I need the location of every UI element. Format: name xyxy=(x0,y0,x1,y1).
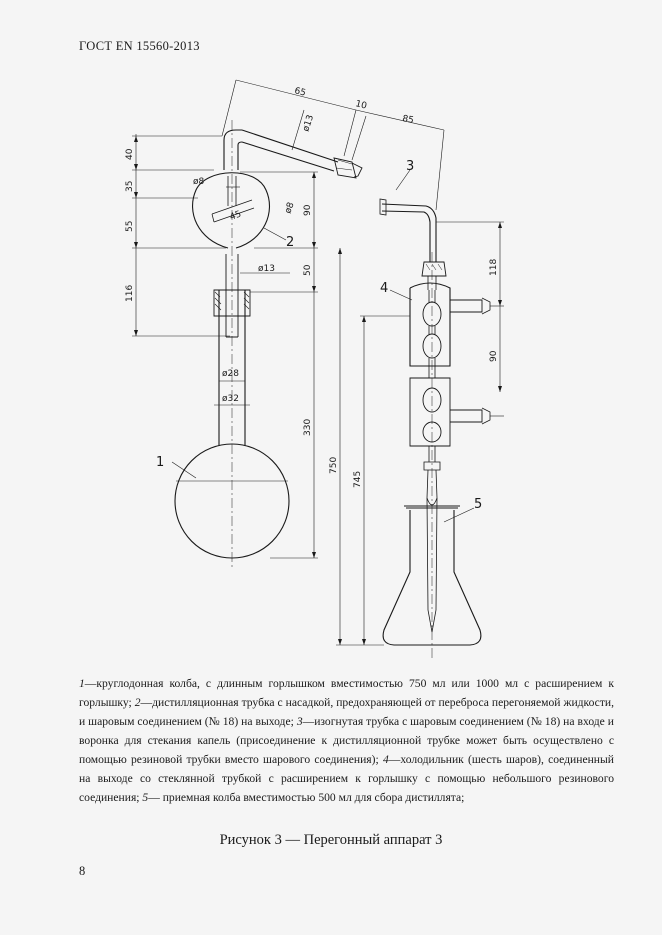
part-label-3: 3 xyxy=(406,159,415,174)
part-label-4: 4 xyxy=(380,281,389,296)
legend-num-4: 4 xyxy=(382,753,389,766)
dim-745: 745 xyxy=(353,470,363,488)
dim-phi13-top: ø13 xyxy=(301,113,317,133)
dim-10: 10 xyxy=(354,99,368,112)
legend-num-2: 2 xyxy=(134,696,141,709)
bent-tube xyxy=(382,204,436,262)
dim-35: 35 xyxy=(125,180,135,192)
legend-num-5: 5 xyxy=(142,791,149,804)
page-number: 8 xyxy=(79,864,86,878)
dim-40: 40 xyxy=(125,148,135,160)
legend-text-3: —изогнутая трубка с шаровым соединением (№ 18) на входе и воронка для стекания капель (присоединение к дистилляционной трубке может быть осуществлено с помощью резиновой трубки вместо шарового соединения); xyxy=(79,715,614,766)
legend-text-5: — приемная колба вместимостью 500 мл для сбора дистиллята; xyxy=(148,791,465,804)
legend-text-2: —дистилляционная трубка с насадкой, предохраняющей от переброса перегоняемой жидкости, и шаровым соединением (№ 18) на выходе; xyxy=(79,696,614,728)
dim-50: 50 xyxy=(303,264,313,276)
legend-text-4: —холодильник (шесть шаров), соединенный на выходе со стеклянной трубкой с расширением к горлышку с помощью небольшого резинового соединения; xyxy=(79,753,614,804)
dim-phi8: ø8 xyxy=(193,177,205,187)
dim-118: 118 xyxy=(489,258,499,276)
dim-phi28: ø28 xyxy=(222,369,239,379)
dim-116: 116 xyxy=(125,284,135,302)
dim-55: 55 xyxy=(125,220,135,232)
figure-legend xyxy=(79,674,614,807)
dim-85: 85 xyxy=(401,114,415,126)
dim-phi32: ø32 xyxy=(222,394,239,404)
part-label-5: 5 xyxy=(474,497,483,512)
part-label-1: 1 xyxy=(156,455,165,470)
dim-330: 330 xyxy=(303,418,313,436)
condenser-upper xyxy=(410,283,450,366)
dim-750: 750 xyxy=(329,456,339,474)
dim-45: 45 xyxy=(228,209,243,223)
dim-65: 65 xyxy=(293,86,307,99)
distillation-apparatus-drawing xyxy=(0,60,662,660)
legend-num-1: 1 xyxy=(79,677,85,690)
standard-header: ГОСТ EN 15560-2013 xyxy=(79,39,200,53)
dim-90-left: 90 xyxy=(303,204,313,216)
legend-text-1: —круглодонная колба, с длинным горлышком вместимостью 750 мл или 1000 мл с расширением к горлышку; xyxy=(79,677,614,709)
dim-phi8-b: ø8 xyxy=(283,201,297,216)
dim-phi13-mid: ø13 xyxy=(258,264,275,274)
figure-title: Рисунок 3 — Перегонный аппарат 3 xyxy=(219,832,443,848)
legend-num-3: 3 xyxy=(296,715,303,728)
part-label-2: 2 xyxy=(286,235,295,250)
dim-90-right: 90 xyxy=(489,350,499,362)
